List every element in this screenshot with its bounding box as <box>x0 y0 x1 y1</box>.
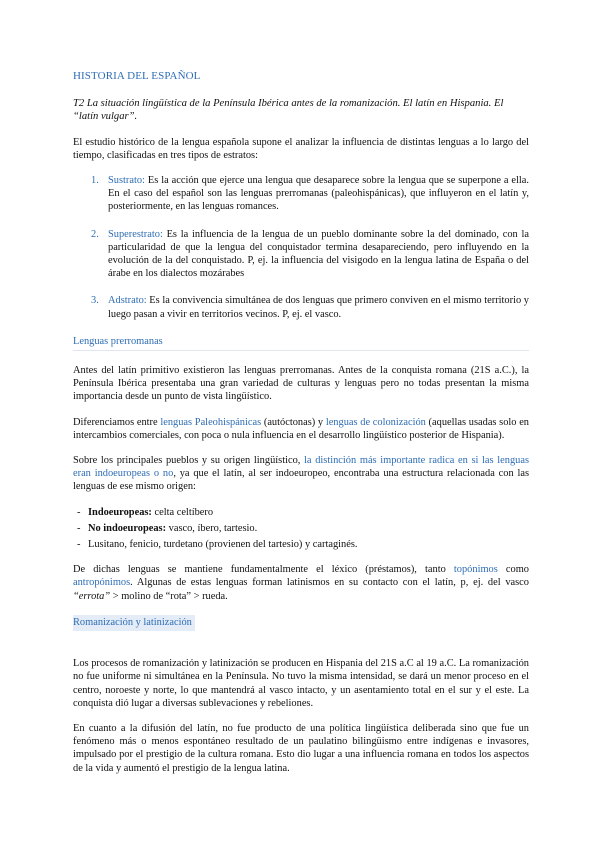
list-item <box>73 174 529 214</box>
list-item <box>73 294 529 320</box>
list-number: 1. <box>91 175 99 187</box>
highlight-term: la distinción más importante radica en si las lenguas eran indoeuropeas o no <box>73 455 529 480</box>
list-item: - Lusitano, fenicio, turdetano (provienen del tartesio) y cartaginés. <box>77 539 358 551</box>
peoples-list <box>73 506 529 552</box>
paragraph: Sobre los principales pueblos y su origen lingüístico, la distinción más importante radica en si las lenguas eran indoeuropeas o no, ya que el latín, al ser indoeuropeo, encontraba una estructura relacionada con las lenguas de ese mismo origen: <box>73 455 530 493</box>
section-heading-wrap <box>73 615 529 644</box>
document-title: HISTORIA DEL ESPAÑOL <box>73 70 201 82</box>
highlight-term: lenguas de colonización <box>325 416 426 428</box>
highlight-term: antropónimos <box>73 577 131 589</box>
section-heading-romanizacion: Romanización y latinización <box>73 615 195 631</box>
paragraph: En cuanto a la difusión del latín, no fue producto de una política lingüística deliberada sino que fue un fenómeno más o menos espontáneo resultado de un paulatino bilingüismo entre indígenas e invasores, impulsado por el prestigio de la cultura romana. Esto dio lugar a una influencia romana en todos los aspectos de la vida y aumentó el prestigio de la lengua latina. <box>73 722 529 774</box>
topic-subtitle: T2 La situación lingüística de la Península Ibérica antes de la romanización. El latín en Hispania. El “latín vulgar”. <box>73 98 504 123</box>
stratum-definition: Es la convivencia simultánea de dos lenguas que primero conviven en el mismo territorio y luego pasan a vivir en territorios vecinos. P, ej. el vasco. <box>108 295 529 320</box>
stratum-term: Sustrato: <box>108 175 145 187</box>
stratum-term: Superestrato: <box>108 228 163 240</box>
document-page <box>73 70 529 787</box>
example-word: “errota” <box>73 590 111 602</box>
stratum-term: Adstrato: <box>108 295 147 307</box>
list-item: - No indoeuropeas: vasco, íbero, tartesio. <box>77 522 258 534</box>
intro-paragraph: El estudio histórico de la lengua española supone el analizar la influencia de distintas lenguas a lo largo del tiempo, clasificadas en tres tipos de estratos: <box>73 136 529 161</box>
stratum-definition: Es la influencia de la lengua de un pueblo dominante sobre la del dominado, con la particularidad de que la lengua del conquistador termina desapareciendo, pero influyendo en la evolución de la del conquistado. P, ej. la influencia del visigodo en la lengua latina de España o del árabe en los dialectos mozárabes <box>108 228 529 280</box>
list-number: 3. <box>91 295 99 307</box>
list-item <box>73 228 529 281</box>
list-number: 2. <box>91 228 99 240</box>
paragraph: Diferenciamos entre lenguas Paleohispánicas (autóctonas) y lenguas de colonización (aquellas usadas solo en intercambios comerciales, con poca o nula influencia en el desarrollo lingüístico posterior de Hispania). <box>73 416 530 441</box>
list-item: - Indoeuropeas: celta celtíbero <box>77 506 214 518</box>
paragraph: Antes del latín primitivo existieron las lenguas prerromanas. Antes de la conquista romana (21S a.C.), la Península Ibérica presentaba una gran variedad de culturas y lenguas pero no todas presentan la misma importancia desde un punto de vista lingüístico. <box>73 365 529 403</box>
stratum-definition: Es la acción que ejerce una lengua que desaparece sobre la lengua que se superpone a ella. En el caso del español son las lenguas prerromanas (paleohispánicas), que influyeron en el latín y, posteriormente, en las lenguas romances. <box>108 175 529 213</box>
highlight-term: topónimos <box>453 564 498 576</box>
strata-list <box>73 174 529 321</box>
paragraph: Los procesos de romanización y latinización se producen en Hispania del 21S a.C al 19 a.C. La romanización no fue uniforme ni simultánea en la Península. No tuvo la misma intensidad, se dará un menor proceso en el centro, noroeste y norte, lo que mantendrá al vasco intacto, y un asentamiento total en el sur y el este. La conquista dió lugar a diversas sublevaciones y rebeliones. <box>73 658 529 709</box>
highlight-term: lenguas Paleohispánicas <box>160 416 262 428</box>
section-heading-prerromanas: Lenguas prerromanas <box>73 335 529 351</box>
paragraph: De dichas lenguas se mantiene fundamentalmente el léxico (préstamos), tanto topónimos como antropónimos. Algunas de estas lenguas forman latinismos en su contacto con el latín, p, ej. del vasco “errota” > molino de “rota” > rueda. <box>73 564 529 602</box>
